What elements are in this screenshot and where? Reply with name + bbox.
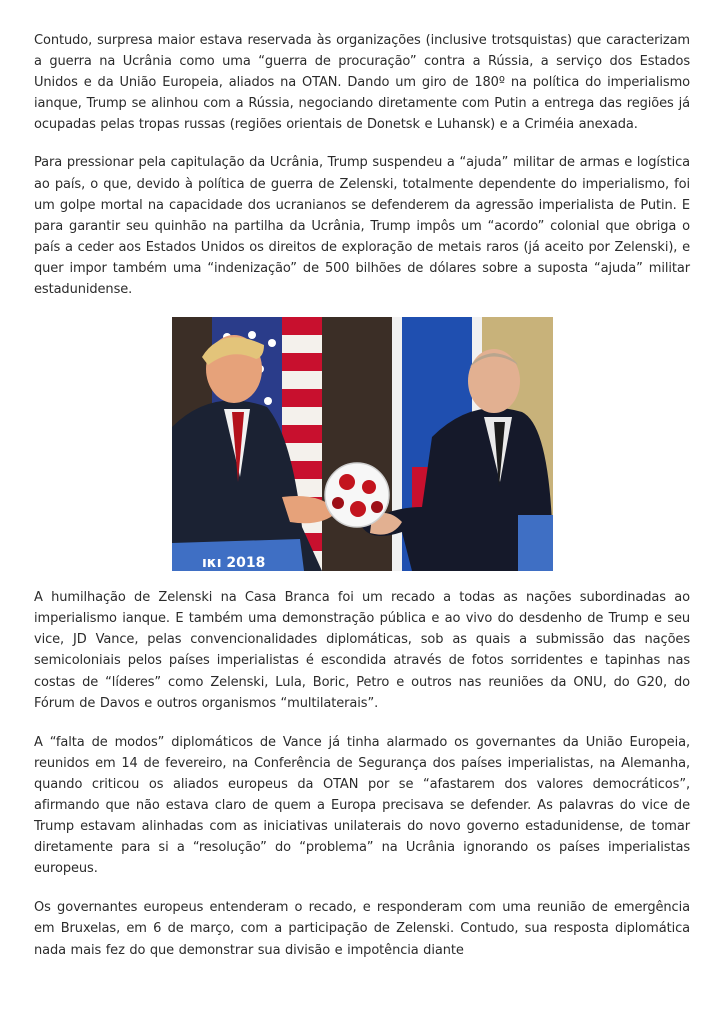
paragraph-4: A “falta de modos” diplomáticos de Vance já tinha alarmado os governantes da União Europeia, reunidos em 14 de fevereiro, na Conferência de Segurança dos países imperialistas, na Alemanha, quando criticou os aliados europeus da OTAN por se “afastarem dos valores democráticos”, afirmando que não estava claro de quem a Europa precisava se defender. As palavras do vice de Trump estavam alinhadas com as iniciativas unilaterais do novo governo estadunidense, de tomar diretamente para si a “resolução” do “problema” na Ucrânia ignorando os países imperialistas europeus. — [34, 734, 690, 877]
paragraph-5: Os governantes europeus entenderam o recado, e responderam com uma reunião de emergência em Bruxelas, em 6 de março, com a participação de Zelenski. Contudo, sua resposta diplomática nada mais fez do que demonstrar sua divisão e impotência diante — [34, 900, 690, 958]
podium-banner-text: ıκı 2018 — [201, 555, 265, 572]
article-page — [34, 30, 690, 961]
football-image — [325, 463, 389, 527]
paragraph-2: Para pressionar pela capitulação da Ucrânia, Trump suspendeu a “ajuda” militar de armas e logística ao país, o que, devido à política de guerra de Zelenski, totalmente dependente do imperialismo, foi um golpe mortal na capacidade dos ucranianos se defenderem da agressão imperialista de Putin. E para garantir seu quinhão na partilha da Ucrânia, Trump impôs um “acordo” colonial que obriga o país a ceder aos Estados Unidos os direitos de exploração de metais raros (já aceito por Zelenski), e quer impor também uma “indenização” de 500 bilhões de dólares sobre a suposta “ajuda” militar estadunidense. — [34, 155, 690, 298]
paragraph-3: A humilhação de Zelenski na Casa Branca foi um recado a todas as nações subordinadas ao imperialismo ianque. E também uma demonstração pública e ao vivo do desdenho de Trump e seu vice, JD Vance, pelas convencionalidades diplomáticas, sob as quais a submissão das nações semicoloniais pelos países imperialistas é escondida através de fotos sorridentes e tapinhas nas costas de “líderes” como Zelenski, Lula, Boric, Petro e outros nas reuniões da ONU, do G20, do Fórum de Davos e outros organismos “multilaterais”. — [34, 590, 690, 711]
article-photo-container — [34, 317, 690, 573]
article-photo — [172, 317, 553, 571]
paragraph-1: Contudo, surpresa maior estava reservada às organizações (inclusive trotsquistas) que caracterizam a guerra na Ucrânia como uma “guerra de procuração” contra a Rússia, a serviço dos Estados Unidos e da União Europeia, aliados na OTAN. Dando um giro de 180º na política do imperialismo ianque, Trump se alinhou com a Rússia, negociando diretamente com Putin a entrega das regiões já ocupadas pelas tropas russas (regiões orientais de Donetsk e Luhansk) e a Criméia anexada. — [34, 33, 690, 133]
